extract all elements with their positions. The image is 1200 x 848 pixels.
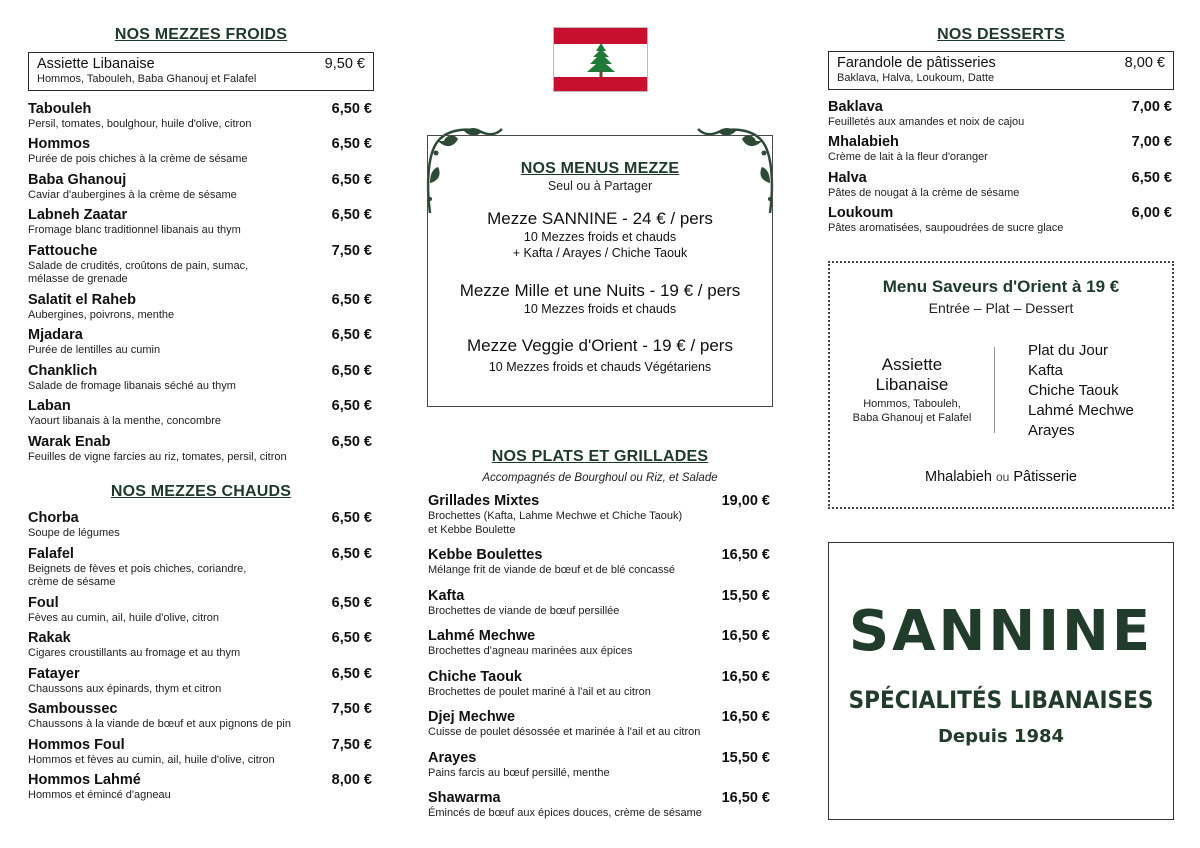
saveurs-plats — [1028, 341, 1134, 441]
item-desc: Pâtes aromatisées, saupoudrées de sucre glace — [828, 222, 1064, 234]
item-name: Djej Mechwe — [428, 709, 516, 725]
saveurs-dessert — [830, 469, 1172, 485]
menu-item — [28, 207, 374, 238]
menu-item — [28, 101, 374, 132]
item-price: 6,50 € — [331, 665, 372, 682]
item-price: 6,50 € — [331, 362, 372, 379]
item-name: Fatayer — [28, 665, 80, 682]
item-name: Hommos — [28, 136, 91, 152]
item-price: 6,50 € — [331, 100, 372, 117]
item-desc: Aubergines, poivrons, menthe — [28, 308, 175, 321]
item-desc: Hommos, Tabouleh, Baba Ghanouj et Falafel — [37, 73, 257, 85]
item-name: Lahmé Mechwe — [428, 628, 536, 644]
item-desc: mélasse de grenade — [28, 273, 128, 285]
item-price: 6,50 € — [331, 291, 372, 308]
item-price: 8,00 € — [331, 772, 372, 788]
desserts-column — [828, 0, 1174, 241]
item-desc: Mélange frit de viande de bœuf et de blé concassé — [428, 564, 676, 576]
lebanon-flag-icon — [553, 27, 648, 92]
menu-item — [28, 772, 374, 803]
item-desc: Hommos et émincé d'agneau — [28, 789, 171, 801]
menu-item — [28, 701, 374, 732]
item-desc: Brochettes de poulet mariné à l'ail et au citron — [428, 685, 651, 698]
entree-name-line2: Libanaise — [875, 375, 949, 394]
mezzes-froids-column — [28, 0, 374, 808]
item-price: 6,50 € — [331, 171, 372, 188]
item-price: 6,50 € — [1131, 169, 1172, 186]
item-name: Kafta — [428, 587, 465, 604]
item-desc: Caviar d'aubergines à la crème de sésame — [28, 188, 237, 201]
item-price: 7,00 € — [1131, 98, 1172, 115]
menu-saveurs-box — [828, 261, 1174, 509]
menu-item — [28, 327, 374, 358]
item-name: Loukoum — [828, 205, 894, 221]
item-desc: Beignets de fèves et pois chiches, coriandre, — [28, 562, 247, 575]
item-name: Foul — [28, 594, 59, 611]
entree-name-line1: Assiette — [881, 355, 943, 374]
item-desc: Purée de pois chiches à la crème de sésame — [28, 153, 248, 165]
menu-line: 10 Mezzes froids et chauds — [523, 230, 677, 244]
item-desc: Brochettes de viande de bœuf persillée — [428, 604, 620, 617]
item-desc: et Kebbe Boulette — [428, 523, 516, 536]
menu-mezze-sannine — [428, 209, 772, 261]
item-desc: Chaussons aux épinards, thym et citron — [28, 682, 222, 695]
item-desc: Feuilles de vigne farcies au riz, tomates, persil, citron — [28, 450, 287, 463]
menu-item — [28, 363, 374, 394]
item-price: 16,50 € — [721, 628, 770, 644]
item-name: Samboussec — [28, 701, 118, 717]
item-desc: Brochettes (Kafta, Lahme Mechwe et Chiche Taouk) — [428, 510, 683, 522]
menu-item — [428, 790, 772, 821]
plats-column — [424, 448, 776, 831]
item-name: Arayes — [428, 749, 477, 766]
menu-item — [828, 170, 1174, 201]
item-price: 7,00 € — [1131, 134, 1172, 150]
item-price: 6,50 € — [331, 630, 372, 646]
item-price: 16,50 € — [721, 790, 770, 806]
menu-item — [28, 243, 374, 287]
menu-item — [828, 99, 1174, 130]
item-name: Tabouleh — [28, 100, 92, 117]
brand-name: SANNINE — [848, 599, 1154, 664]
saveurs-plat: Kafta — [1028, 362, 1064, 379]
item-name: Salatit el Raheb — [28, 291, 136, 308]
menu-item — [428, 588, 772, 619]
plats-list — [424, 493, 776, 821]
brand-box — [828, 542, 1174, 820]
divider — [994, 347, 995, 433]
menu-item — [428, 750, 772, 781]
item-desc: Chaussons à la viande de bœuf et aux pignons de pin — [28, 718, 291, 730]
menu-item — [28, 737, 374, 768]
desserts-title: NOS DESSERTS — [937, 26, 1065, 43]
dessert-option: Pâtisserie — [1013, 469, 1077, 485]
menus-mezze-box — [427, 135, 773, 407]
dessert-option: Mhalabieh — [924, 469, 992, 485]
item-desc: Cigares croustillants au fromage et au thym — [28, 647, 241, 659]
menu-item — [428, 493, 772, 537]
menu-item — [28, 434, 374, 465]
item-price: 16,50 € — [721, 668, 770, 685]
item-price: 6,50 € — [331, 545, 372, 562]
item-name: Labneh Zaatar — [28, 207, 128, 223]
item-price: 19,00 € — [721, 493, 770, 509]
item-price: 6,50 € — [331, 327, 372, 343]
menu-item — [428, 709, 772, 740]
item-desc: Persil, tomates, boulghour, huile d'olive, citron — [28, 117, 252, 130]
saveurs-plat: Plat du Jour — [1028, 342, 1109, 359]
item-desc: crème de sésame — [28, 576, 116, 588]
item-name: Chiche Taouk — [428, 668, 522, 685]
item-price: 8,00 € — [1124, 55, 1165, 71]
item-name: Halva — [828, 169, 867, 186]
item-desc: Fromage blanc traditionnel libanais au thym — [28, 224, 241, 236]
menu-item — [28, 292, 374, 323]
item-name: Mjadara — [28, 327, 83, 343]
item-name: Falafel — [28, 545, 74, 562]
mezzes-chauds-title: NOS MEZZES CHAUDS — [110, 483, 292, 500]
featured-farandole — [828, 51, 1174, 90]
menu-item — [28, 398, 374, 429]
item-name: Laban — [28, 398, 71, 414]
saveurs-entree — [844, 355, 980, 425]
mezzes-froids-title: NOS MEZZES FROIDS — [114, 26, 288, 43]
menu-item — [28, 172, 374, 203]
item-price: 16,50 € — [721, 709, 770, 725]
item-name: Baba Ghanouj — [28, 171, 127, 188]
item-price: 15,50 € — [721, 749, 770, 766]
item-price: 7,50 € — [331, 736, 372, 753]
plats-title: NOS PLATS ET GRILLADES — [491, 448, 709, 465]
menu-item — [428, 628, 772, 659]
item-desc: Fèves au cumin, ail, huile d'olive, citron — [28, 611, 220, 624]
item-price: 7,50 € — [331, 242, 372, 259]
saveurs-plat: Chiche Taouk — [1028, 382, 1119, 399]
item-desc: Baklava, Halva, Loukoum, Datte — [837, 72, 995, 84]
menu-item — [28, 666, 374, 697]
menu-item — [28, 546, 374, 590]
menu-line: + Kafta / Arayes / Chiche Taouk — [512, 246, 688, 260]
item-name: Kebbe Boulettes — [428, 547, 543, 563]
item-name: Assiette Libanaise — [37, 56, 155, 72]
mezzes-froids-list — [28, 101, 374, 465]
item-name: Chorba — [28, 510, 79, 526]
menu-item — [28, 595, 374, 626]
menu-name: Mezze Mille et une Nuits - 19 € / pers — [459, 281, 741, 300]
menu-item — [28, 630, 374, 661]
item-name: Chanklich — [28, 362, 98, 379]
item-price: 6,50 € — [331, 207, 372, 223]
item-desc: Salade de crudités, croûtons de pain, sumac, — [28, 259, 249, 272]
menu-line: 10 Mezzes froids et chauds — [523, 302, 677, 316]
item-desc: Salade de fromage libanais séché au thym — [28, 379, 236, 392]
menus-mezze-title: NOS MENUS MEZZE — [520, 160, 680, 177]
item-desc: Brochettes d'agneau marinées aux épices — [428, 645, 633, 657]
menu-item — [28, 136, 374, 167]
menu-item — [428, 547, 772, 578]
menu-line: 10 Mezzes froids et chauds Végétariens — [488, 360, 712, 374]
item-desc: Hommos et fèves au cumin, ail, huile d'olive, citron — [28, 753, 275, 766]
dessert-or: ou — [995, 470, 1010, 484]
brand-tagline: SPÉCIALITÉS LIBANAISES — [848, 686, 1154, 714]
item-name: Shawarma — [428, 790, 501, 806]
item-price: 6,50 € — [331, 510, 372, 526]
menus-mezze-subtitle: Seul ou à Partager — [547, 179, 653, 193]
menu-item — [828, 134, 1174, 165]
menu-item — [828, 205, 1174, 236]
item-desc: Feuilletés aux amandes et noix de cajou — [828, 115, 1025, 128]
desserts-list — [828, 99, 1174, 236]
item-desc: Purée de lentilles au cumin — [28, 344, 161, 356]
item-price: 9,50 € — [324, 56, 365, 72]
item-price: 6,50 € — [331, 433, 372, 450]
menu-item — [28, 510, 374, 541]
menu-mezze-veggie — [428, 336, 772, 375]
item-desc: Soupe de légumes — [28, 527, 120, 539]
item-name: Baklava — [828, 98, 883, 115]
menu-item — [428, 669, 772, 700]
saveurs-plat: Lahmé Mechwe — [1028, 402, 1134, 419]
item-name: Fattouche — [28, 242, 98, 259]
saveurs-subtitle: Entrée – Plat – Dessert — [928, 300, 1074, 316]
item-price: 6,00 € — [1131, 205, 1172, 221]
saveurs-plat: Arayes — [1028, 422, 1075, 439]
entree-desc-line1: Hommos, Tabouleh, — [863, 398, 961, 410]
item-name: Warak Enab — [28, 433, 111, 450]
menu-name: Mezze Veggie d'Orient - 19 € / pers — [467, 336, 733, 355]
mezzes-chauds-list — [28, 510, 374, 803]
item-desc: Pâtes de nougat à la crème de sésame — [828, 186, 1020, 199]
item-name: Grillades Mixtes — [428, 493, 540, 509]
item-name: Farandole de pâtisseries — [837, 55, 996, 71]
item-name: Rakak — [28, 630, 71, 646]
item-desc: Crème de lait à la fleur d'oranger — [828, 151, 988, 163]
entree-desc-line2: Baba Ghanouj et Falafel — [852, 412, 972, 424]
menu-name: Mezze SANNINE - 24 € / pers — [487, 209, 713, 228]
item-desc: Yaourt libanais à la menthe, concombre — [28, 415, 222, 427]
item-desc: Pains farcis au bœuf persillé, menthe — [428, 766, 610, 779]
item-price: 15,50 € — [721, 587, 770, 604]
menu-mezze-mille-nuits — [428, 281, 772, 317]
item-desc: Cuisse de poulet désossée et marinée à l'ail et au citron — [428, 726, 701, 738]
item-name: Mhalabieh — [828, 134, 899, 150]
saveurs-title: Menu Saveurs d'Orient à 19 € — [882, 277, 1120, 296]
cedar-icon — [584, 42, 618, 78]
item-price: 16,50 € — [721, 547, 770, 563]
plats-subtitle: Accompagnés de Bourghoul ou Riz, et Salade — [482, 472, 718, 484]
item-price: 6,50 € — [331, 398, 372, 414]
featured-assiette-libanaise — [28, 52, 374, 91]
item-name: Hommos Foul — [28, 736, 125, 753]
brand-since: Depuis 1984 — [937, 726, 1065, 747]
item-desc: Émincés de bœuf aux épices douces, crème de sésame — [428, 807, 702, 819]
item-name: Hommos Lahmé — [28, 772, 141, 788]
item-price: 6,50 € — [331, 136, 372, 152]
item-price: 6,50 € — [331, 594, 372, 611]
item-price: 7,50 € — [331, 701, 372, 717]
